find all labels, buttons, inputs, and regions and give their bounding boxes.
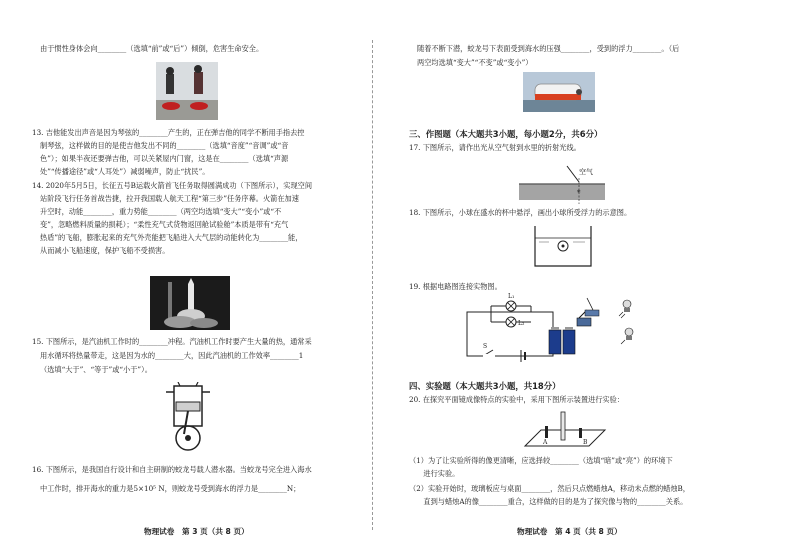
candle-b-label: B — [583, 439, 588, 446]
physical-components — [547, 296, 647, 358]
plane-mirror-setup — [521, 410, 607, 450]
text-line: 13. 吉他能发出声音是因为琴弦的________产生的，正在弹吉他的同学不断用手指去控 — [32, 128, 305, 137]
text-line: 变”，忽略燃料质量的损耗）；“柔性充气式货物返回舱试验舱”本质是带有“充气 — [40, 220, 289, 229]
text-line: 随着不断下潜，蛟龙号下表面受到海水的压强________，受到的浮力________。（后 — [417, 44, 680, 53]
lamp-l1-label: L₁ — [508, 293, 515, 300]
candle-b — [579, 428, 582, 438]
text-line: 由于惯性身体会向________（选填“前”或“后”）倾倒，危害生命安全。 — [40, 44, 264, 53]
text-line: 热盾”的飞船，膨胀起来的充气外壳能把飞船进入大气层的动能转化为________能， — [40, 233, 303, 242]
floating-ball-diagram — [533, 224, 593, 268]
submersible-photo — [523, 72, 595, 112]
right-page — [397, 0, 794, 560]
text-line: （2）实验开始时，玻璃板应与桌面________，然后只点燃蜡烛A，移动未点燃的蜡烛B， — [409, 484, 690, 493]
balance-scooter-photo — [156, 62, 218, 120]
rocket-launch-photo — [150, 276, 230, 330]
text-line: 19. 根据电路图连接实物图。 — [409, 282, 502, 291]
bulb-component — [623, 300, 631, 308]
water-region — [519, 184, 605, 200]
text-line: 用水循环将热量带走，这是因为水的________大，因此汽油机的工作效率________1 — [40, 351, 304, 360]
text-line: 18. 下图所示，小球在盛水的杯中悬浮，画出小球所受浮力的示意图。 — [409, 208, 632, 217]
text-line: 15. 下图所示，是汽油机工作时的________冲程。汽油机工作时要产生大量的热，通常采 — [32, 337, 312, 346]
svg-text:*: * — [577, 189, 581, 197]
text-line: 20. 在探究平面镜成像特点的实验中，采用下图所示装置进行实验： — [409, 395, 624, 404]
battery-cell — [563, 330, 575, 354]
engine-diagram — [160, 382, 216, 454]
glass-plate — [561, 412, 565, 440]
text-line: （1）为了让实验所得的像更清晰，应选择较________（选填“暗”或“亮”）的环境下 — [409, 456, 673, 465]
text-line: 14. 2020年5月5日，长征五号B运载火箭首飞任务取得圆满成功（下图所示），实现空间 — [32, 181, 313, 190]
text-line: （选填“大于”、“等于”或“小于”）。 — [40, 365, 152, 374]
page-footer: 物理试卷 第 3 页（共 8 页） — [144, 527, 249, 536]
battery-cell — [549, 330, 561, 354]
candle-a — [545, 426, 548, 438]
text-line: 两空均选填“变大”“不变”或“变小”） — [417, 58, 533, 67]
air-label: 空气 — [579, 168, 593, 176]
text-line: 站阶段飞行任务首战告捷，拉开我国载人航天工程“第三步”任务序幕。火箭在加速 — [40, 194, 299, 203]
page-footer: 物理试卷 第 4 页（共 8 页） — [517, 527, 622, 536]
section-title: 三、作图题（本大题共3小题，每小题2分，共6分） — [409, 129, 603, 139]
text-line: 中工作时，排开海水的重力是5×10⁵ N，则蛟龙号受到海水的浮力是________N； — [40, 484, 301, 493]
text-line: 17. 下图所示，请作出光从空气射到水里的折射光线。 — [409, 143, 581, 152]
circuit-diagram — [461, 292, 561, 364]
switch-label: S — [483, 343, 488, 350]
bulb-component — [625, 328, 633, 336]
section-title: 四、实验题（本大题共3小题，共18分） — [409, 381, 561, 391]
text-line: 制琴弦，这样做的目的是使吉他发出不同的________（选填“音度”“音调”或“音 — [40, 141, 289, 150]
switch-component — [577, 318, 591, 326]
text-line: 升空时，动能________，重力势能________（两空均选填“变大”“变小”或“不 — [40, 207, 282, 216]
text-line: 16. 下图所示，是我国自行设计和自主研制的蛟龙号载人潜水器。当蛟龙号完全进入海水 — [32, 465, 312, 474]
text-line: 色”）；如果半夜还要弹吉他，可以关紧屋内门窗，这是在________（选填“声源 — [40, 154, 289, 163]
text-line: 处”“传播途径”或“人耳处”）减弱噪声，防止“扰民”。 — [40, 167, 210, 176]
incident-ray — [567, 166, 579, 182]
lamp-l2-label: L₂ — [518, 320, 525, 327]
candle-a-label: A — [543, 439, 548, 446]
refraction-diagram — [519, 164, 609, 208]
page-divider — [372, 40, 373, 530]
text-line: 从而减小飞船速度，保护飞船不受损害。 — [40, 246, 170, 255]
text-line: 进行实验。 — [409, 469, 460, 478]
text-line: 直到与蜡烛A的像________重合，这样做的目的是为了探究像与物的________关系。 — [409, 497, 688, 506]
